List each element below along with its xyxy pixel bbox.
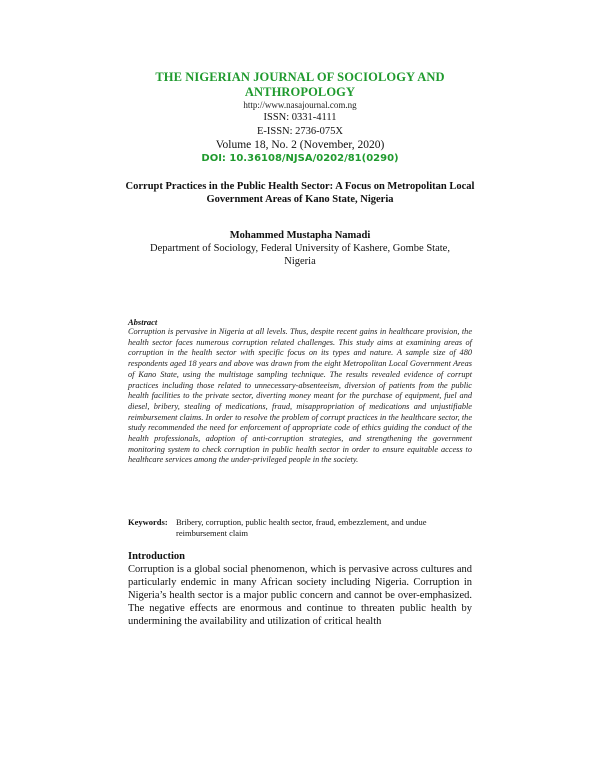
keywords-text: Bribery, corruption, public health sector, fraud, embezzlement, and undue reimbursement claim xyxy=(176,517,427,538)
volume-issue: Volume 18, No. 2 (November, 2020) xyxy=(215,139,385,151)
doi-link[interactable]: DOI: 10.36108/NJSA/0202/81(0290) xyxy=(201,153,399,164)
journal-url[interactable]: http://www.nasajournal.com.ng xyxy=(243,100,357,110)
introduction-heading: Introduction xyxy=(128,551,185,562)
author-name: Mohammed Mustapha Namadi xyxy=(229,230,371,241)
keywords-label: Keywords: xyxy=(128,517,168,527)
eissn: E-ISSN: 2736-075X xyxy=(256,126,344,137)
abstract-text: Corruption is pervasive in Nigeria at all levels. Thus, despite recent gains in healthcare provision, the health sector faces numerous corruption related challenges. This study aims at examining areas of corruption in the health sector with specific focus on its types and nature. A sample size of 480 respondents aged 18 years and above was drawn from the eight Metropolitan Local Government Areas of Kano State, using the multistage sampling technique. The results revealed evidence of corrupt practices including those related to unnecessary-absenteeism, diversion of patients from the public health facilities to the private sector, diverting money meant for the purchase of equipment, fuel and diesel, bribery, stealing of medications, fraud, misappropriation of medications and unjustifiable reimbursement claims. In order to resolve the problem of corrupt practices in the healthcare sector, the study recommended the need for enforcement of appropriate code of ethics guiding the conduct of the health professionals, adoption of anti-corruption strategies, and strengthening the government monitoring system to check corruption in public health sector in order to ensure equitable access to healthcare services among the under-privileged people in the society. xyxy=(128,327,472,465)
introduction-text: Corruption is a global social phenomenon, which is pervasive across cultures and particularly endemic in many African society including Nigeria. Corruption in Nigeria’s health sector is a major public concern and cannot be over-emphasized. The negative effects are enormous and continue to threaten public health by undermining the availability and utilization of critical health xyxy=(128,564,472,628)
abstract-heading: Abstract xyxy=(128,317,158,327)
issn: ISSN: 0331-4111 xyxy=(263,112,337,123)
author-affiliation: Department of Sociology, Federal University of Kashere, Gombe State, Nigeria xyxy=(150,243,450,267)
article-title: Corrupt Practices in the Public Health Sector: A Focus on Metropolitan Local Government Areas of Kano State, Nigeria xyxy=(125,181,475,205)
journal-title: THE NIGERIAN JOURNAL OF SOCIOLOGY AND ANTHROPOLOGY xyxy=(155,70,445,99)
